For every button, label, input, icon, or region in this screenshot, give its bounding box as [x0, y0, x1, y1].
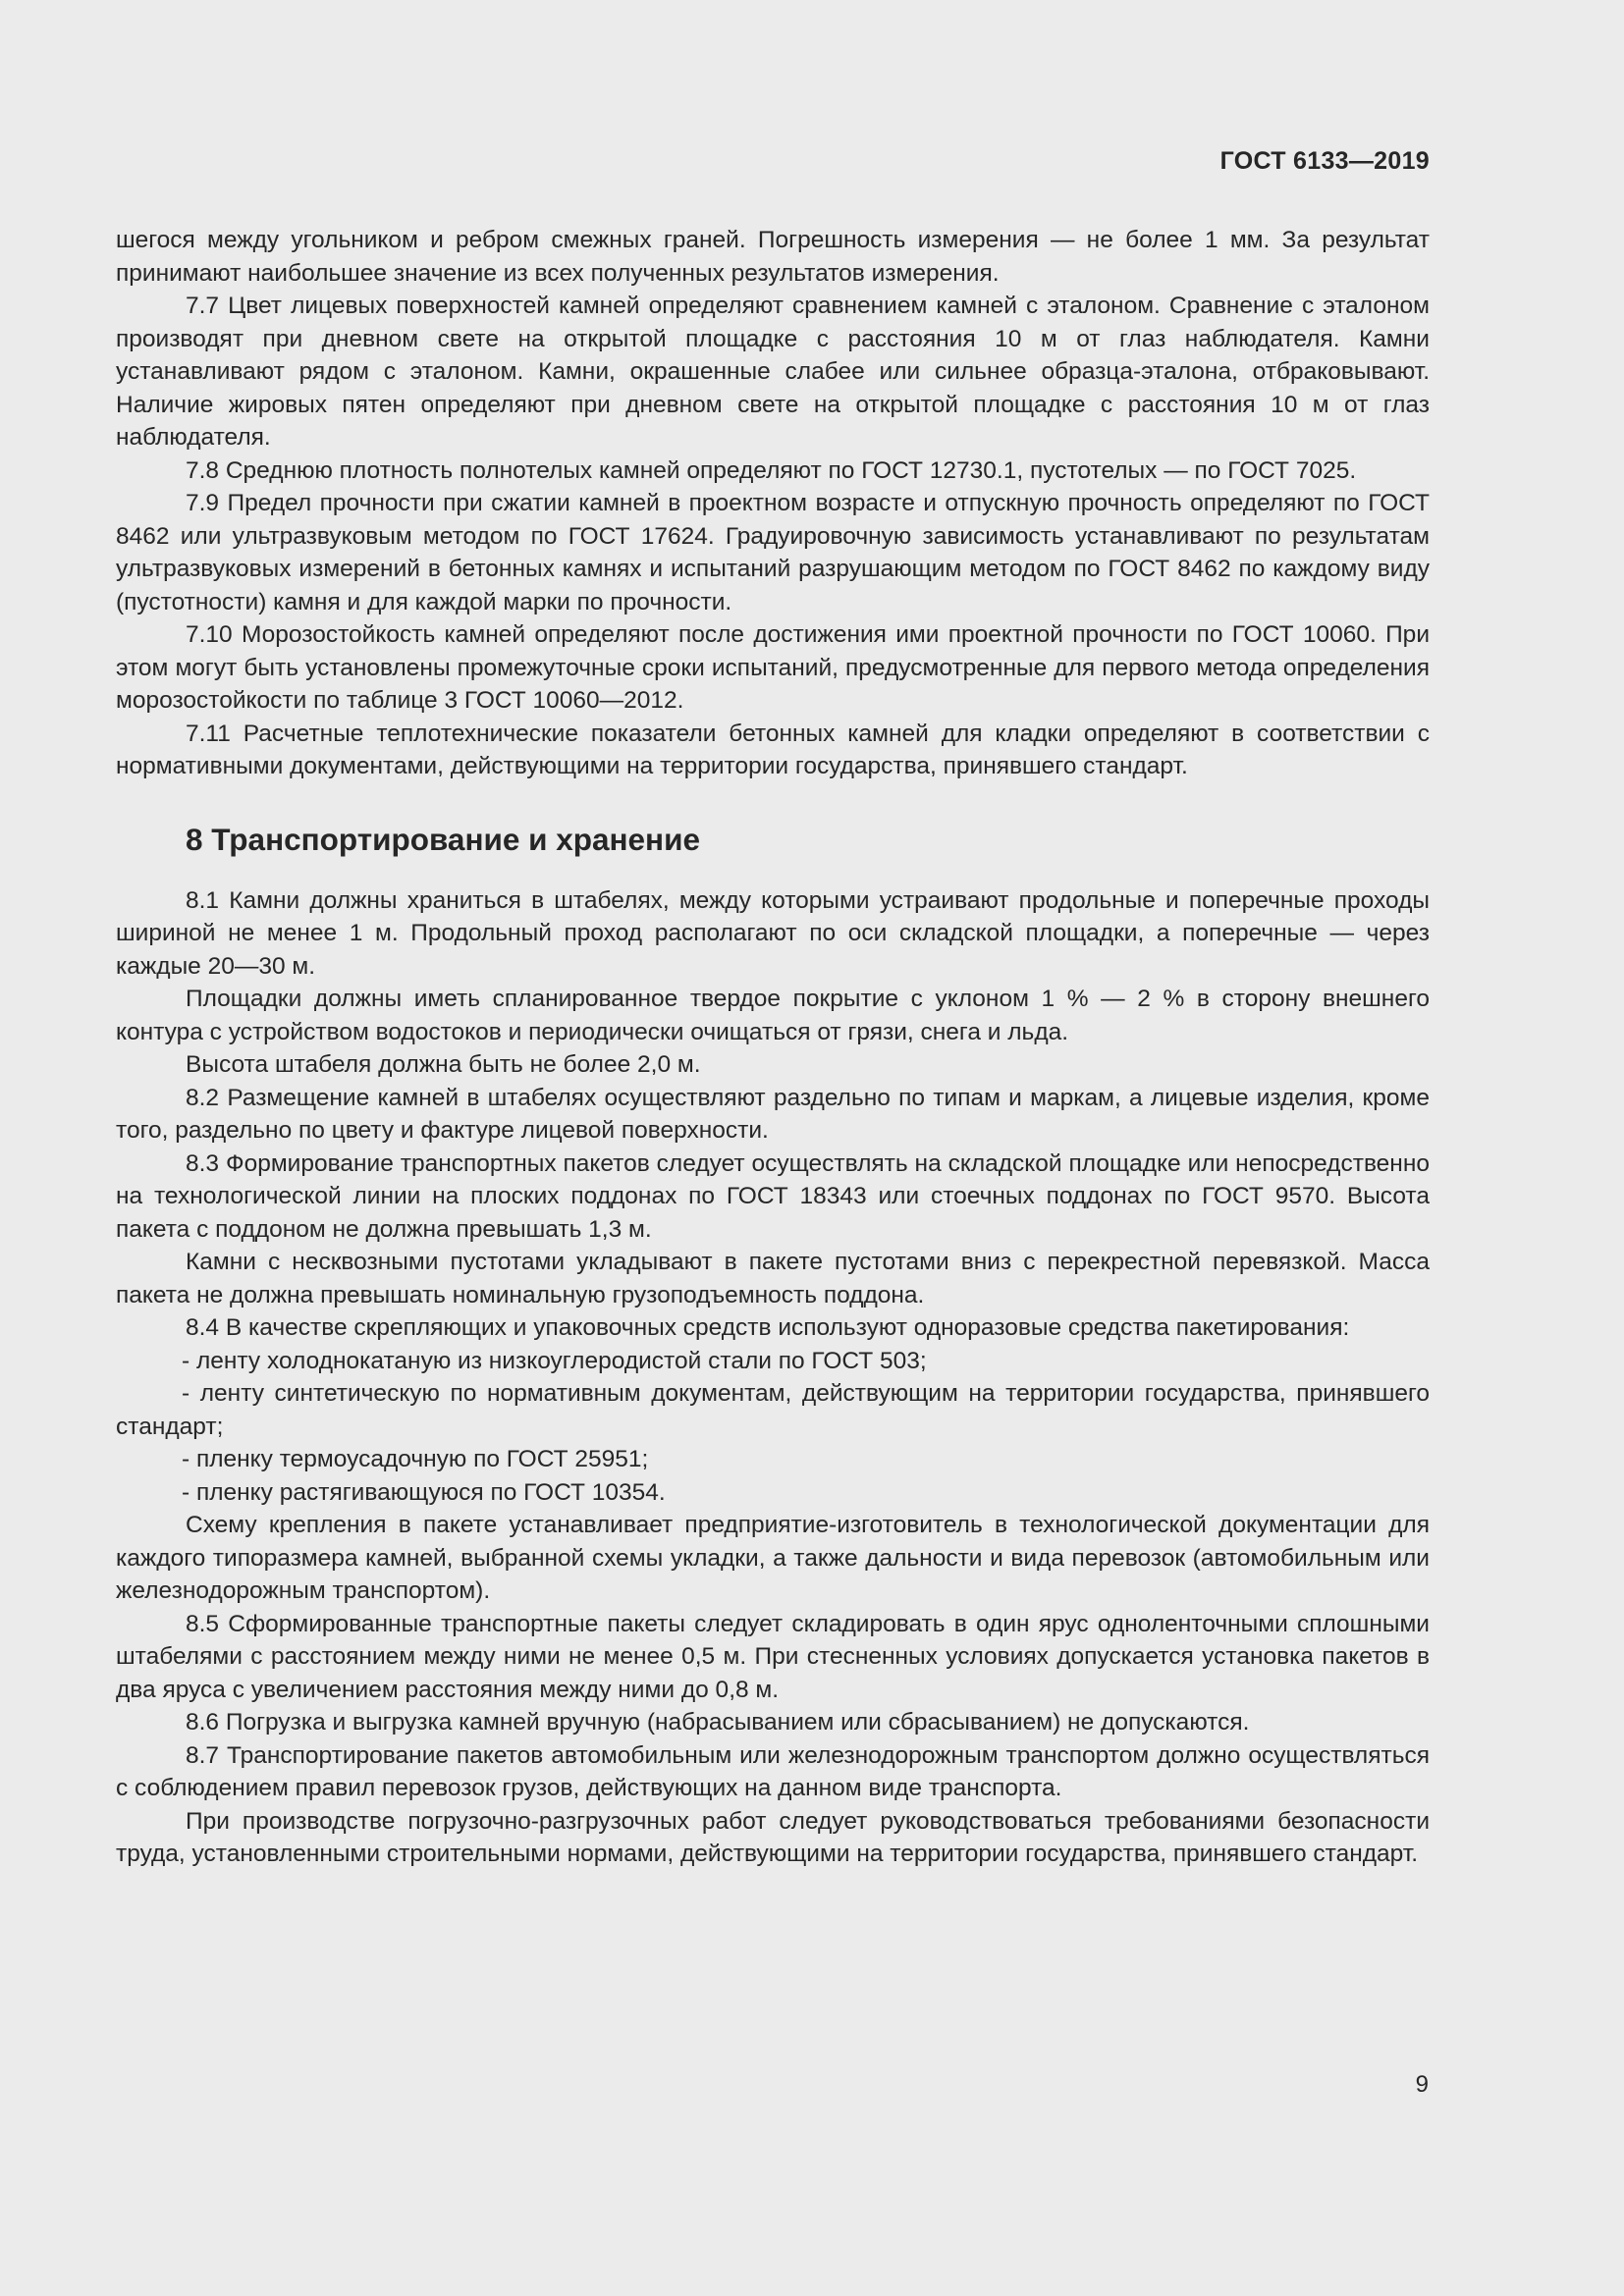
paragraph-continuation: шегося между угольником и ребром смежных граней. Погрешность измерения — не более 1 мм. За результат принимают наибольшее значение из всех полученных результатов измерения.	[116, 227, 1430, 287]
paragraph-7-8: 7.8 Среднюю плотность полнотелых камней определяют по ГОСТ 12730.1, пустотелых — по ГОСТ 7025.	[186, 456, 1357, 484]
list-item: - ленту холоднокатаную из низкоуглеродистой стали по ГОСТ 503;	[182, 1347, 927, 1374]
paragraph-sites: Площадки должны иметь спланированное твердое покрытие с уклоном 1 % — 2 % в сторону внешнего контура с устройством водостоков и периодически очищаться от грязи, снега и льда.	[116, 986, 1430, 1045]
paragraph-8-1: 8.1 Камни должны храниться в штабелях, между которыми устраивают продольные и поперечные проходы шириной не менее 1 м. Продольный проход располагают по оси складской площадки, а поперечные — через каждые 20—30 м.	[116, 886, 1430, 980]
paragraph-fastening-scheme: Схему крепления в пакете устанавливает предприятие-изготовитель в технологической документации для каждого типоразмера камней, выбранной схемы укладки, а также дальности и вида перевозок (автомобильным или железнодорожным транспортом).	[116, 1512, 1430, 1604]
paragraph-8-4: 8.4 В качестве скрепляющих и упаковочных средств используют одноразовые средства пакетирования:	[186, 1314, 1350, 1341]
paragraph-8-3: 8.3 Формирование транспортных пакетов следует осуществлять на складской площадке или непосредственно на технологической линии на плоских поддонах по ГОСТ 18343 или стоечных поддонах по ГОСТ 9570. Высота пакета с поддоном не должна превышать 1,3 м.	[116, 1149, 1430, 1243]
paragraph-package-mass: Камни с несквозными пустотами укладывают в пакете пустотами вниз с перекрестной перевязкой. Масса пакета не должна превышать номинальную грузоподъемность поддона.	[116, 1249, 1430, 1308]
paragraph-8-2: 8.2 Размещение камней в штабелях осуществляют раздельно по типам и маркам, а лицевые изделия, кроме того, раздельно по цвету и фактуре лицевой поверхности.	[116, 1084, 1430, 1144]
paragraph-8-6: 8.6 Погрузка и выгрузка камней вручную (набрасыванием или сбрасыванием) не допускаются.	[186, 1709, 1250, 1735]
paragraph-7-9: 7.9 Предел прочности при сжатии камней в проектном возрасте и отпускную прочность определяют по ГОСТ 8462 или ультразвуковым методом по ГОСТ 17624. Градуировочную зависимость устанавливают по результатам ультразвуковых измерений в бетонных камнях и испытаний разрушающим методом по ГОСТ 8462 по каждому виду (пустотности) камня и для каждой марки по прочности.	[116, 490, 1430, 615]
paragraph-7-10: 7.10 Морозостойкость камней определяют после достижения ими проектной прочности по ГОСТ 10060. При этом могут быть установлены промежуточные сроки испытаний, предусмотренные для первого метода определения морозостойкости по таблице 3 ГОСТ 10060—2012.	[116, 621, 1430, 714]
paragraph-8-7: 8.7 Транспортирование пакетов автомобильным или железнодорожным транспортом должно осуществляться с соблюдением правил перевозок грузов, действующих на данном виде транспорта.	[116, 1741, 1430, 1801]
paragraph-safety: При производстве погрузочно-разгрузочных работ следует руководствоваться требованиями безопасности труда, установленными строительными нормами, действующими на территории государства, принявшего стандарт.	[116, 1807, 1430, 1867]
document-body	[116, 224, 1430, 1871]
paragraph-7-7: 7.7 Цвет лицевых поверхностей камней определяют сравнением камней с эталоном. Сравнение с эталоном производят при дневном свете на открытой площадке с расстояния 10 м от глаз наблюдателя. Камни устанавливают рядом с эталоном. Камни, окрашенные слабее или сильнее образца-эталона, отбраковывают. Наличие жировых пятен определяют при дневном свете на открытой площадке с расстояния 10 м от глаз наблюдателя.	[116, 293, 1430, 451]
paragraph-8-5: 8.5 Сформированные транспортные пакеты следует складировать в один ярус одноленточными сплошными штабелями с расстоянием между ними не менее 0,5 м. При стесненных условиях допускается установка пакетов в два яруса с увеличением расстояния между ними до 0,8 м.	[116, 1610, 1430, 1703]
section-heading: 8 Транспортирование и хранение	[186, 821, 700, 857]
list-item: - ленту синтетическую по нормативным документам, действующим на территории государства, принявшего стандарт;	[116, 1380, 1430, 1440]
paragraph-7-11: 7.11 Расчетные теплотехнические показатели бетонных камней для кладки определяют в соответствии с нормативными документами, действующими на территории государства, принявшего стандарт.	[116, 720, 1430, 779]
paragraph-stack-height: Высота штабеля должна быть не более 2,0 м.	[186, 1051, 701, 1078]
list-item: - пленку растягивающуюся по ГОСТ 10354.	[182, 1478, 666, 1506]
document-code-header: ГОСТ 6133—2019	[1219, 147, 1430, 175]
list-item: - пленку термоусадочную по ГОСТ 25951;	[182, 1446, 649, 1472]
page-number: 9	[1415, 2071, 1429, 2098]
